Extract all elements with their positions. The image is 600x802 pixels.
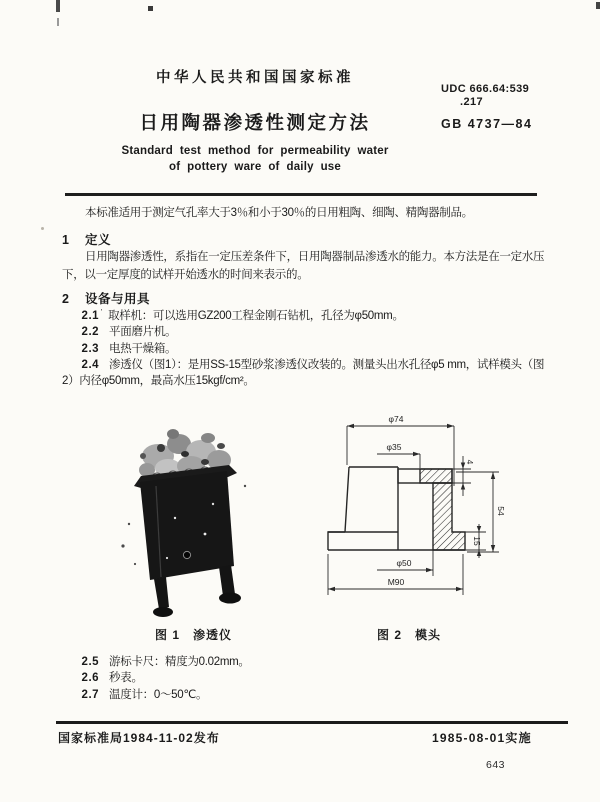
item-number: 2.5	[81, 656, 100, 668]
scope-paragraph: 本标准适用于测定气孔率大于3％和小于30％的日用粗陶、细陶、精陶器制品。	[85, 207, 473, 219]
page-title: 日用陶器渗透性测定方法	[139, 112, 371, 133]
scan-artifact	[41, 227, 44, 230]
item-text: 秒表。	[109, 672, 143, 685]
implementation-date: 1985-08-01实施	[432, 731, 532, 745]
item-number: 2.4	[81, 359, 100, 372]
item-text: 平面磨片机。	[109, 326, 177, 339]
dimension-lines	[328, 426, 499, 595]
section-heading-definition	[62, 230, 111, 248]
scan-artifact	[57, 18, 59, 26]
item-number: 2.3	[81, 342, 100, 355]
dim-label-phi35: φ35	[386, 442, 402, 452]
figure1-photo-permeameter	[113, 426, 298, 624]
section-title: 设备与用具	[85, 292, 151, 306]
list-item	[62, 357, 548, 390]
dim-label-54: 54	[496, 506, 506, 516]
figure2-drawing-die-head	[316, 408, 540, 608]
item-text: 取样机：可以选用GZ200工程金刚石钻机，孔径为φ50mm。	[108, 309, 404, 322]
equipment-list-upper	[62, 305, 548, 390]
section-title: 定义	[85, 233, 112, 247]
english-title-line1: Standard test method for permeability water	[121, 145, 389, 157]
scan-artifact	[148, 6, 153, 11]
scan-artifact	[56, 0, 60, 12]
issued-by: 国家标准局1984-11-02发布	[58, 731, 220, 745]
section-number: 1	[62, 233, 70, 247]
equipment-list-lower	[62, 654, 548, 703]
list-item	[62, 305, 548, 324]
item-number: 2.2	[81, 326, 100, 339]
section-number: 2	[62, 292, 70, 306]
page-number: 643	[486, 759, 506, 771]
item-number: 2.1	[81, 309, 100, 322]
definition-paragraph: 日用陶器渗透性，系指在一定压差条件下，日用陶器制品渗透水的能力。本方法是在一定水压下，以一定厚度的试样开始透水的时间来表示的。	[62, 251, 545, 281]
item-text: 渗透仪（图1）：是用SS-15型砂浆渗透仪改装的。测量头出水孔径φ5 mm，试样模头（图2）内径φ50mm，最高水压15kgf/cm²。	[62, 359, 545, 388]
scan-artifact	[596, 2, 600, 9]
udc-line2: .217	[460, 96, 484, 108]
item-text: 温度计：0～50℃。	[109, 688, 208, 701]
standard-number: GB 4737—84	[441, 117, 533, 131]
list-item	[62, 341, 548, 357]
item-number: 2.7	[81, 688, 100, 701]
note-mark: '	[101, 309, 103, 316]
english-title	[60, 143, 450, 175]
item-text: 游标卡尺：精度为0.02mm。	[109, 656, 250, 668]
national-standard-label: 中华人民共和国国家标准	[156, 70, 354, 86]
list-item	[62, 654, 548, 670]
dim-label-phi74: φ74	[388, 414, 404, 424]
list-item	[62, 324, 548, 340]
item-text: 电热干燥箱。	[109, 342, 177, 355]
dim-label-4: 4	[465, 459, 475, 465]
figure1-caption: 图 1 渗透仪	[155, 628, 233, 642]
udc-line1: UDC 666.64:539	[441, 83, 530, 95]
dim-label-15: 15	[472, 536, 482, 546]
list-item	[62, 687, 548, 703]
dim-label-phi50: φ50	[396, 558, 412, 568]
photo-cabinet	[134, 465, 237, 580]
footer-divider	[56, 721, 568, 724]
english-title-line2: of pottery ware of daily use	[169, 161, 341, 173]
figure2-caption: 图 2 模头	[377, 628, 442, 642]
dim-label-M90: M90	[387, 577, 405, 587]
dimension-arrowheads	[328, 424, 495, 591]
item-number: 2.6	[81, 672, 100, 685]
die-head-section-hatch	[420, 469, 465, 550]
udc-number	[441, 83, 529, 109]
header-divider	[65, 193, 537, 196]
list-item	[62, 670, 548, 686]
